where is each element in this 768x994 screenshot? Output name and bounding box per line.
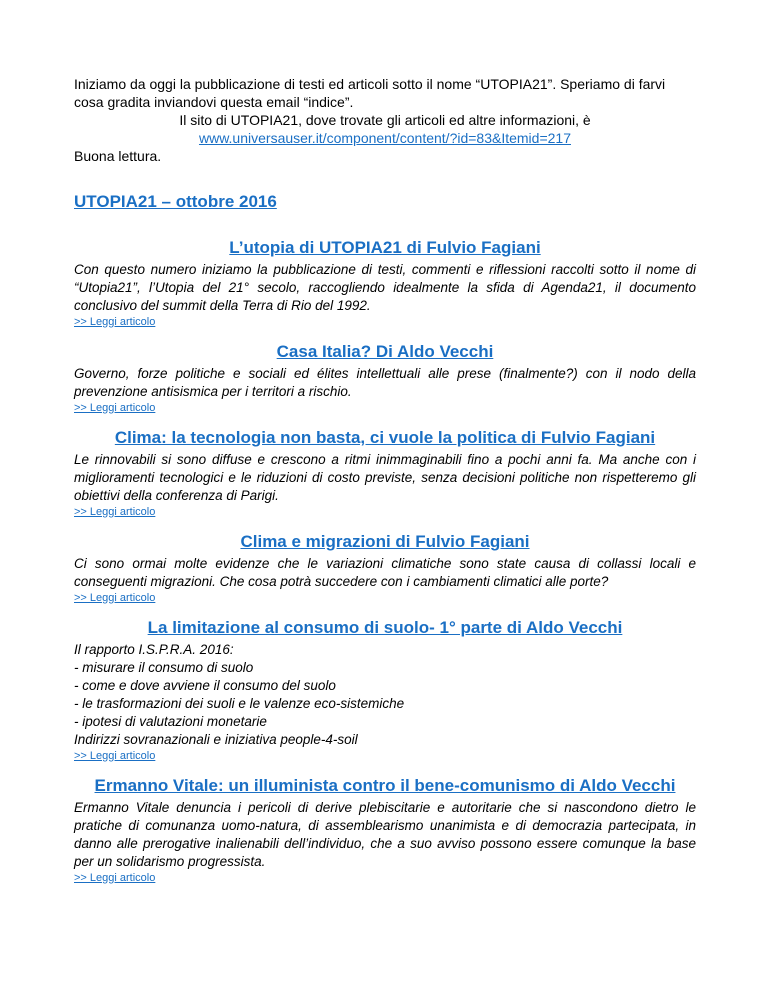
description-line: Il rapporto I.S.P.R.A. 2016: — [74, 642, 234, 657]
site-link[interactable]: www.universauser.it/component/content/?id=83&Itemid=217 — [198, 130, 571, 146]
article-title[interactable]: La limitazione al consumo di suolo- 1° parte di Aldo Vecchi — [147, 618, 623, 637]
description-line: - misurare il consumo di suolo — [74, 660, 254, 675]
newsletter-page — [74, 75, 696, 885]
article-4 — [74, 531, 696, 605]
article-title[interactable]: Casa Italia? Di Aldo Vecchi — [276, 342, 494, 361]
article-title[interactable]: L’utopia di UTOPIA21 di Fulvio Fagiani — [229, 238, 541, 257]
article-title[interactable]: Clima e migrazioni di Fulvio Fagiani — [240, 532, 530, 551]
article-description: Ci sono ormai molte evidenze che le variazioni climatiche sono state causa di collassi locali e conseguenti migrazioni. Che cosa potrà succedere con i cambiamenti climatici alle porte? — [74, 556, 696, 589]
article-description — [74, 641, 696, 749]
intro-text: Iniziamo da oggi la pubblicazione di testi ed articoli sotto il nome “UTOPIA21”. Speriamo di farvi cosa gradita inviandovi questa email “indice”. — [74, 76, 666, 110]
read-more-link[interactable]: >> Leggi articolo — [74, 402, 156, 414]
article-description: Ermanno Vitale denuncia i pericoli di derive plebiscitarie e autoritarie che si nascondono dietro le pratiche di comunanza uomo-natura, di assemblearismo unanimista e di democrazia partecipata, in danno alle prerogative inalienabili dell’individuo, che a suo avviso possono essere comunque la base per un solidarismo progressista. — [74, 800, 696, 869]
read-more-link[interactable]: >> Leggi articolo — [74, 592, 156, 604]
site-info-text: Il sito di UTOPIA21, dove trovate gli articoli ed altre informazioni, è — [179, 112, 591, 128]
article-title[interactable]: Ermanno Vitale: un illuminista contro il bene-comunismo di Aldo Vecchi — [94, 776, 676, 795]
article-description: Con questo numero iniziamo la pubblicazione di testi, commenti e riflessioni raccolti sotto il nome di “Utopia21”, l’Utopia del 21° secolo, raccogliendo idealmente la sfida di Agenda21, il documento conclusivo del summit della Terra di Rio del 1992. — [74, 262, 696, 313]
article-2 — [74, 341, 696, 415]
description-line: - le trasformazioni dei suoli e le valenze eco-sistemiche — [74, 696, 405, 711]
read-more-link[interactable]: >> Leggi articolo — [74, 506, 156, 518]
description-line: - ipotesi di valutazioni monetarie — [74, 714, 267, 729]
article-description: Governo, forze politiche e sociali ed élites intellettuali alle prese (finalmente?) con il nodo della prevenzione antisismica per i territori a rischio. — [74, 366, 696, 399]
read-more-link[interactable]: >> Leggi articolo — [74, 872, 156, 884]
read-more-link[interactable]: >> Leggi articolo — [74, 750, 156, 762]
issue-title[interactable]: UTOPIA21 – ottobre 2016 — [74, 192, 277, 211]
article-description: Le rinnovabili si sono diffuse e crescono a ritmi inimmaginabili fino a pochi anni fa. Ma anche con i miglioramenti tecnologici e le riduzioni di costo previste, senza decisioni politiche non rispetteremo gli obiettivi della conferenza di Parigi. — [74, 452, 696, 503]
article-6 — [74, 775, 696, 885]
article-title[interactable]: Clima: la tecnologia non basta, ci vuole la politica di Fulvio Fagiani — [114, 428, 656, 447]
article-5 — [74, 617, 696, 763]
read-more-link[interactable]: >> Leggi articolo — [74, 316, 156, 328]
closing-text: Buona lettura. — [74, 148, 162, 164]
description-line: - come e dove avviene il consumo del suolo — [74, 678, 336, 693]
intro — [74, 75, 696, 165]
article-3 — [74, 427, 696, 519]
article-1 — [74, 237, 696, 329]
description-line: Indirizzi sovranazionali e iniziativa people-4-soil — [74, 732, 358, 747]
